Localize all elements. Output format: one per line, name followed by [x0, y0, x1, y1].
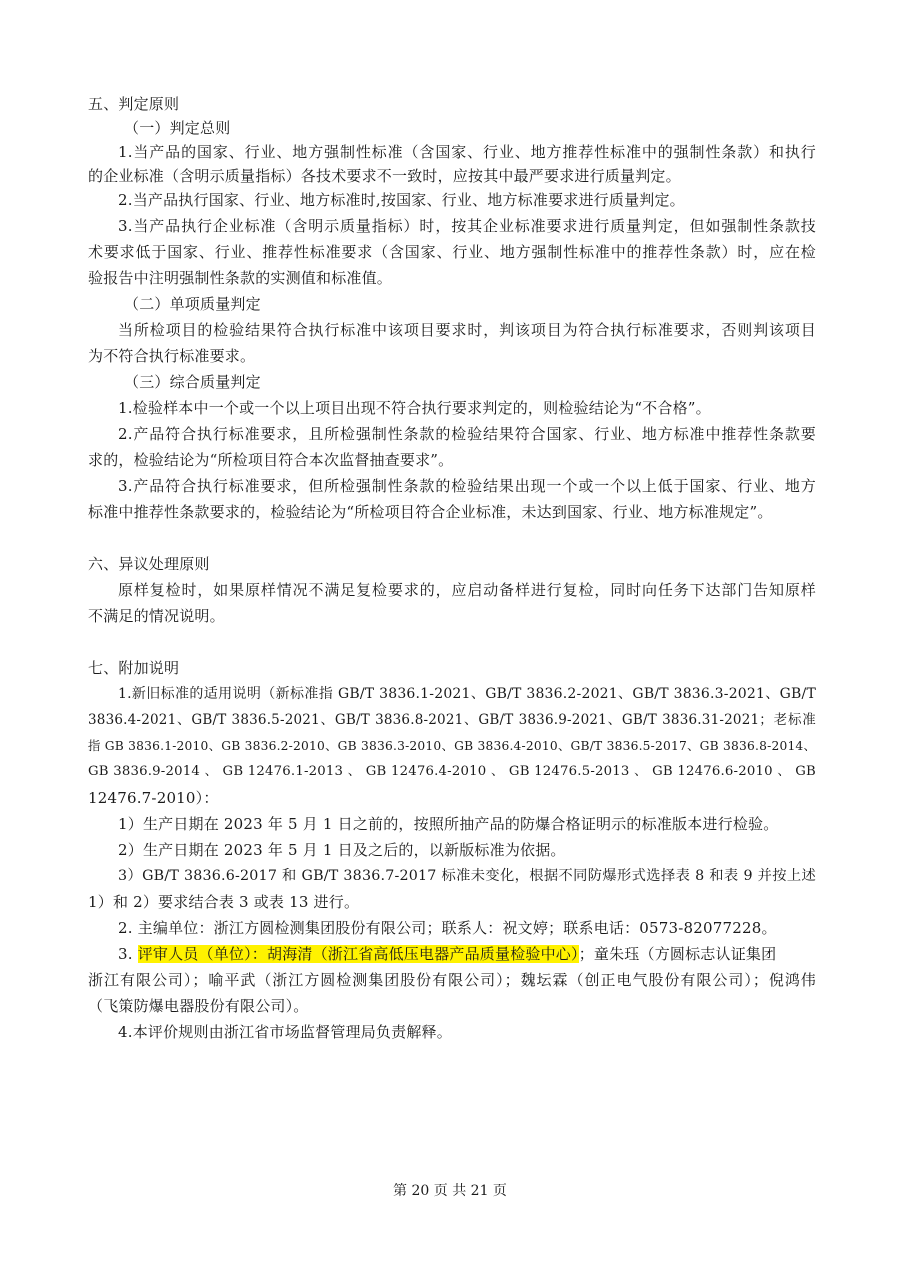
s7-p1-item1: 1）生产日期在 2023 年 5 月 1 日之前的，按照所抽产品的防爆合格证明示的标准版本进行检验。: [118, 815, 779, 833]
s7-p1-item3-line1: 3）GB/T 3836.6-2017 和 GB/T 3836.7-2017 标准未变化，根据不同防爆形式选择表 8 和表 9 并按上述: [118, 868, 816, 884]
s5-p2: 2.当产品执行国家、行业、地方标准时,按国家、行业、地方标准要求进行质量判定。: [118, 191, 685, 209]
s7-p1-line1: 1.新旧标准的适用说明（新标准指 GB/T 3836.1-2021、GB/T 3836.2-2021、GB/T 3836.3-2021、GB/T: [118, 686, 816, 702]
section-6-title: 六、异议处理原则: [88, 555, 210, 573]
s5-sub3-p3-line1: 3.产品符合执行标准要求，但所检强制性条款的检验结果出现一个或一个以上低于国家、行业、地方: [118, 477, 816, 495]
section-5-sub3-title: （三）综合质量判定: [124, 373, 261, 391]
section-5-title: 五、判定原则: [88, 95, 180, 113]
section-5-sub1-title: （一）判定总则: [124, 119, 231, 137]
s7-p3-line2: 浙江有限公司）；喻平武（浙江方圆检测集团股份有限公司）；魏坛霖（创正电气股份有限公司）；倪鸿伟: [88, 971, 816, 989]
page-number-footer: 第 20 页 共 21 页: [393, 1183, 507, 1199]
section-7-title: 七、附加说明: [88, 659, 180, 677]
s7-p1-line2: 3836.4-2021、GB/T 3836.5-2021、GB/T 3836.8-2021、GB/T 3836.9-2021、GB/T 3836.31-2021；老标准: [88, 712, 816, 728]
s7-p2: 2. 主编单位：浙江方圆检测集团股份有限公司；联系人：祝文婷；联系电话：0573-82077228。: [118, 919, 777, 937]
s7-p3-number: 3.: [118, 945, 138, 963]
s7-p1-item3-line2: 1）和 2）要求结合表 3 或表 13 进行。: [88, 893, 360, 911]
s7-p1-line5: 12476.7-2010）：: [88, 789, 219, 807]
s7-p3-line1: [118, 944, 816, 966]
s5-sub3-p1: 1.检验样本中一个或一个以上项目出现不符合执行要求判定的，则检验结论为“不合格”。: [118, 399, 711, 417]
highlighted-reviewers-text: 评审人员（单位）：胡海清（浙江省高低压电器产品质量检验中心）: [137, 945, 579, 963]
s7-p1-line3: 指 GB 3836.1-2010、GB 3836.2-2010、GB 3836.3-2010、GB 3836.4-2010、GB/T 3836.5-2017、GB 3836.8-2014、: [88, 739, 816, 753]
s5-p3-line1: 3.当产品执行企业标准（含明示质量指标）时，按其企业标准要求进行质量判定，但如强制性条款技: [118, 217, 816, 235]
s5-p3-line3: 验报告中注明强制性条款的实测值和标准值。: [88, 269, 393, 287]
s7-p3-rest: ；童朱珏（方圆标志认证集团: [578, 945, 777, 963]
s7-p4: 4.本评价规则由浙江省市场监督管理局负责解释。: [118, 1023, 452, 1041]
s7-p1-line4: GB 3836.9-2014 、 GB 12476.1-2013 、 GB 12476.4-2010 、 GB 12476.5-2013 、 GB 12476.6-2010 、 GB: [88, 764, 816, 779]
s6-p-line2: 不满足的情况说明。: [88, 607, 225, 625]
s6-p-line1: 原样复检时，如果原样情况不满足复检要求的，应启动备样进行复检，同时向任务下达部门告知原样: [118, 581, 816, 599]
section-5-sub2-title: （二）单项质量判定: [124, 295, 261, 313]
s7-p3-line3: （飞策防爆电器股份有限公司）。: [88, 997, 309, 1015]
s5-p1-line2: 的企业标准（含明示质量指标）各技术要求不一致时，应按其中最严要求进行质量判定。: [88, 167, 681, 185]
s5-sub3-p2-line2: 求的，检验结论为“所检项目符合本次监督抽查要求”。: [88, 451, 454, 469]
s7-p1-item2: 2）生产日期在 2023 年 5 月 1 日及之后的，以新版标准为依据。: [118, 841, 566, 859]
s5-sub2-line1: 当所检项目的检验结果符合执行标准中该项目要求时，判该项目为符合执行标准要求，否则判该项目: [118, 321, 816, 339]
s5-p1-line1: 1.当产品的国家、行业、地方强制性标准（含国家、行业、地方推荐性标准中的强制性条款）和执行: [118, 143, 816, 161]
s5-sub3-p2-line1: 2.产品符合执行标准要求，且所检强制性条款的检验结果符合国家、行业、地方标准中推荐性条款要: [118, 425, 816, 443]
s5-p3-line2: 术要求低于国家、行业、推荐性标准要求（含国家、行业、地方强制性标准中的推荐性条款）时，应在检: [88, 243, 816, 261]
s5-sub2-line2: 为不符合执行标准要求。: [88, 347, 256, 365]
s5-sub3-p3-line2: 标准中推荐性条款要求的，检验结论为“所检项目符合企业标准，未达到国家、行业、地方标准规定”。: [88, 503, 773, 521]
